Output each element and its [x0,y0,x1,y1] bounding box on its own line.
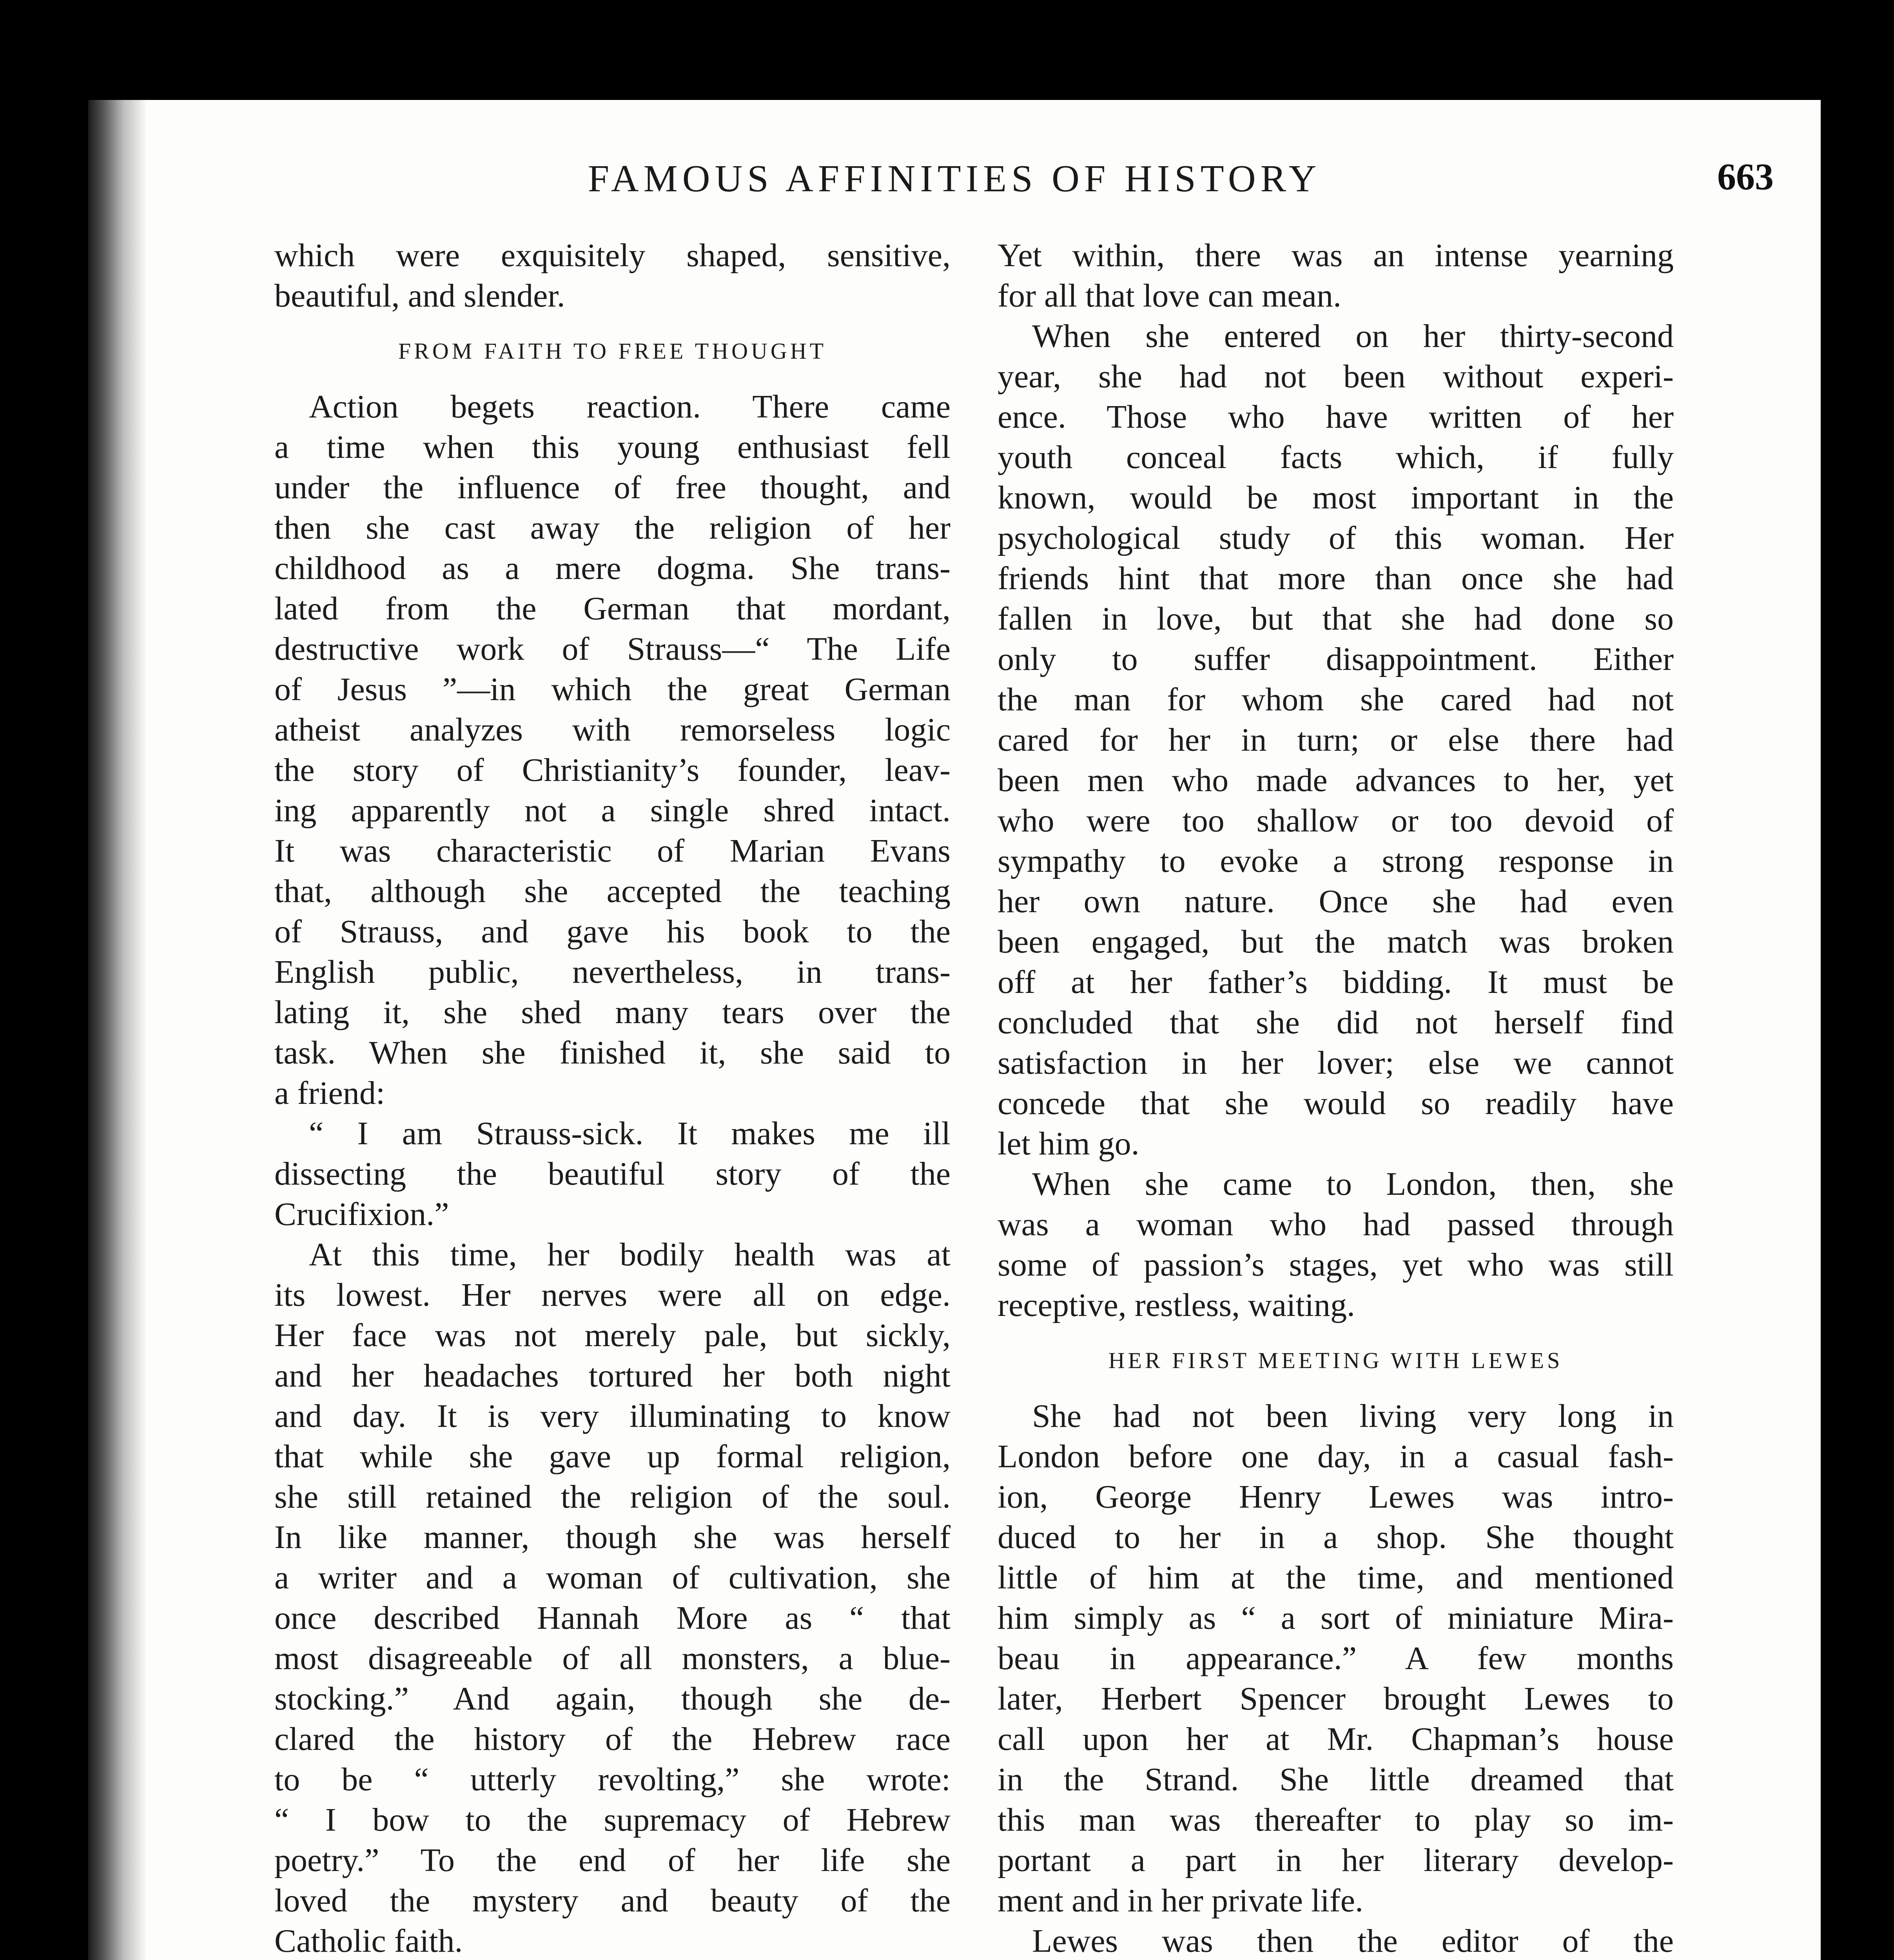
paragraph [274,1113,951,1234]
text-line: task. When she finished it, she said to [274,1034,951,1071]
text-line: lated from the German that mordant, [274,590,951,627]
text-line: Lewes was then the editor of the [1032,1923,1674,1959]
text-line: some of passion’s stages, yet who was still [998,1247,1674,1283]
text-column-right [998,235,1674,1960]
book-binding-shadow [88,100,147,1960]
book-page [88,100,1821,1960]
paragraph [998,1921,1674,1960]
section-heading: FROM FAITH TO FREE THOUGHT [398,338,827,364]
text-line: its lowest. Her nerves were all on edge. [274,1277,951,1313]
text-line: off at her father’s bidding. It must be [998,964,1674,1000]
section-heading: HER FIRST MEETING WITH LEWES [1108,1348,1563,1373]
text-line: of Strauss, and gave his book to the [274,913,951,950]
paragraph [998,235,1674,316]
text-line: London before one day, in a casual fash- [998,1438,1674,1475]
text-line: him simply as “ a sort of miniature Mira- [998,1600,1674,1636]
text-line: once described Hannah More as “ that [274,1600,951,1636]
text-line: beau in appearance.” A few months [998,1640,1674,1677]
text-line: later, Herbert Spencer brought Lewes to [998,1681,1674,1717]
running-head: FAMOUS AFFINITIES OF HISTORY [588,158,1321,200]
text-line: Her face was not merely pale, but sickly, [274,1317,951,1354]
paragraph [274,235,951,316]
text-line: year, she had not been without experi- [998,358,1674,395]
text-line: beautiful, and slender. [274,278,565,314]
text-line: “ I bow to the supremacy of Hebrew [274,1802,951,1838]
text-line: lating it, she shed many tears over the [274,994,951,1031]
text-line: ment and in her private life. [998,1882,1363,1919]
text-line: that while she gave up formal religion, [274,1438,951,1475]
text-line: clared the history of the Hebrew race [274,1721,951,1757]
text-line: youth conceal facts which, if fully [998,439,1674,475]
text-line: let him go. [998,1125,1139,1162]
text-line: concluded that she did not herself find [998,1004,1674,1041]
paragraph [998,1396,1674,1921]
text-line: sympathy to evoke a strong response in [998,843,1674,879]
text-line: portant a part in her literary develop- [998,1842,1674,1878]
text-line: her own nature. Once she had even [998,883,1674,920]
text-line: When she entered on her thirty-second [1032,318,1674,354]
text-line: known, would be most important in the [998,479,1674,516]
text-line: ing apparently not a single shred intact. [274,792,951,829]
text-line: to be “ utterly revolting,” she wrote: [274,1761,951,1798]
text-line: friends hint that more than once she had [998,560,1674,597]
text-line: then she cast away the religion of her [274,510,951,546]
paragraph [274,1234,951,1960]
text-line: the man for whom she cared had not [998,681,1674,718]
text-line: ence. Those who have written of her [998,399,1674,435]
text-line: destructive work of Strauss—“ The Life [274,631,951,667]
text-line: childhood as a mere dogma. She trans- [274,550,951,586]
text-line: satisfaction in her lover; else we cannot [998,1045,1674,1081]
text-line: little of him at the time, and mentioned [998,1559,1674,1596]
text-line: At this time, her bodily health was at [309,1236,951,1273]
text-line: Catholic faith. [274,1923,463,1959]
text-line: a friend: [274,1075,385,1111]
text-line: under the influence of free thought, and [274,469,951,506]
text-line: Action begets reaction. There came [309,388,951,425]
text-line: She had not been living very long in [1032,1398,1674,1434]
text-line: It was characteristic of Marian Evans [274,833,951,869]
text-line: fallen in love, but that she had done so [998,601,1674,637]
text-line: atheist analyzes with remorseless logic [274,711,951,748]
text-line: which were exquisitely shaped, sensitive, [274,237,951,274]
paragraph [998,316,1674,1164]
text-line: loved the mystery and beauty of the [274,1882,951,1919]
text-line: a writer and a woman of cultivation, she [274,1559,951,1596]
page-number: 663 [1717,156,1774,198]
text-line: who were too shallow or too devoid of [998,802,1674,839]
paragraph [274,387,951,1113]
text-line: for all that love can mean. [998,278,1341,314]
text-line: duced to her in a shop. She thought [998,1519,1674,1555]
text-line: receptive, restless, waiting. [998,1287,1355,1323]
text-line: in the Strand. She little dreamed that [998,1761,1674,1798]
text-line: cared for her in turn; or else there had [998,722,1674,758]
text-line: In like manner, though she was herself [274,1519,951,1555]
text-line: and her headaches tortured her both night [274,1357,951,1394]
text-line: Yet within, there was an intense yearning [998,237,1674,274]
text-line: been men who made advances to her, yet [998,762,1674,799]
text-line: and day. It is very illuminating to know [274,1398,951,1434]
text-line: “ I am Strauss-sick. It makes me ill [309,1115,951,1152]
text-line: only to suffer disappointment. Either [998,641,1674,677]
text-line: stocking.” And again, though she de- [274,1681,951,1717]
text-line: concede that she would so readily have [998,1085,1674,1122]
text-line: of Jesus ”—in which the great German [274,671,951,708]
text-line: a time when this young enthusiast fell [274,429,951,465]
text-line: most disagreeable of all monsters, a blue- [274,1640,951,1677]
text-line: was a woman who had passed through [998,1206,1674,1243]
text-line: been engaged, but the match was broken [998,924,1674,960]
text-line: dissecting the beautiful story of the [274,1156,951,1192]
text-line: When she came to London, then, she [1032,1166,1674,1202]
text-column-left [274,235,951,1960]
text-line: this man was thereafter to play so im- [998,1802,1674,1838]
text-line: the story of Christianity’s founder, leav- [274,752,951,788]
text-line: she still retained the religion of the soul. [274,1479,951,1515]
text-line: call upon her at Mr. Chapman’s house [998,1721,1674,1757]
text-line: ion, George Henry Lewes was intro- [998,1479,1674,1515]
text-line: Crucifixion.” [274,1196,449,1232]
text-line: psychological study of this woman. Her [998,520,1674,556]
text-line: English public, nevertheless, in trans- [274,954,951,990]
text-line: that, although she accepted the teaching [274,873,951,909]
text-line: poetry.” To the end of her life she [274,1842,951,1878]
paragraph [998,1164,1674,1325]
